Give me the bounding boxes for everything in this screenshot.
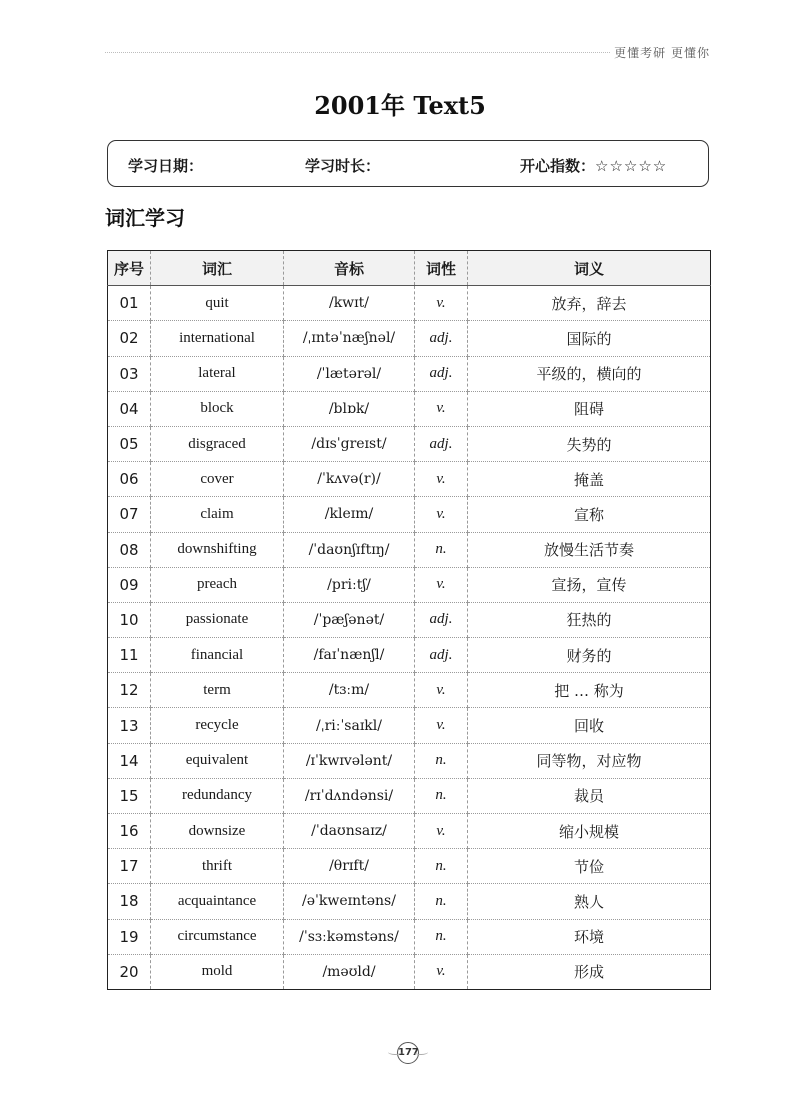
row-index: 07	[108, 497, 151, 532]
row-meaning: 缩小规模	[468, 814, 711, 849]
row-index: 02	[108, 321, 151, 356]
row-phonetic: /ˈdaʊnsaɪz/	[284, 814, 415, 849]
row-pos: v.	[415, 286, 468, 321]
study-duration-label: 学习时长：	[305, 157, 381, 175]
row-phonetic: /ˈkʌvə(r)/	[284, 462, 415, 497]
row-pos: n.	[415, 884, 468, 919]
study-info-box	[107, 140, 709, 187]
row-meaning: 失势的	[468, 426, 711, 461]
row-pos: v.	[415, 497, 468, 532]
row-phonetic: /əˈkweɪntəns/	[284, 884, 415, 919]
table-row	[108, 884, 711, 919]
row-index: 10	[108, 602, 151, 637]
row-index: 20	[108, 954, 151, 989]
row-meaning: 裁员	[468, 778, 711, 813]
row-index: 16	[108, 814, 151, 849]
row-index: 03	[108, 356, 151, 391]
row-pos: n.	[415, 743, 468, 778]
row-phonetic: /rɪˈdʌndənsi/	[284, 778, 415, 813]
table-row	[108, 849, 711, 884]
table-row	[108, 602, 711, 637]
table-row	[108, 778, 711, 813]
row-word: equivalent	[151, 743, 284, 778]
table-row	[108, 708, 711, 743]
table-row	[108, 638, 711, 673]
row-pos: adj.	[415, 638, 468, 673]
row-meaning: 把 … 称为	[468, 673, 711, 708]
row-pos: v.	[415, 954, 468, 989]
row-pos: n.	[415, 849, 468, 884]
row-pos: v.	[415, 391, 468, 426]
row-word: claim	[151, 497, 284, 532]
header-meaning: 词义	[468, 251, 711, 286]
page-number-ornament-left	[388, 1049, 402, 1055]
row-phonetic: /priːtʃ/	[284, 567, 415, 602]
table-row	[108, 391, 711, 426]
row-phonetic: /tɜːm/	[284, 673, 415, 708]
row-meaning: 回收	[468, 708, 711, 743]
row-index: 05	[108, 426, 151, 461]
row-phonetic: /θrɪft/	[284, 849, 415, 884]
header-phonetic: 音标	[284, 251, 415, 286]
row-pos: v.	[415, 814, 468, 849]
row-word: downsize	[151, 814, 284, 849]
row-word: quit	[151, 286, 284, 321]
row-index: 01	[108, 286, 151, 321]
table-header-row	[108, 251, 711, 286]
star-rating[interactable]: ☆☆☆☆☆	[595, 157, 668, 175]
page-number-ornament-right	[414, 1049, 428, 1055]
row-phonetic: /kwɪt/	[284, 286, 415, 321]
row-index: 04	[108, 391, 151, 426]
table-row	[108, 567, 711, 602]
row-pos: adj.	[415, 356, 468, 391]
row-word: redundancy	[151, 778, 284, 813]
table-row	[108, 919, 711, 954]
row-pos: n.	[415, 778, 468, 813]
table-row	[108, 954, 711, 989]
row-phonetic: /kleɪm/	[284, 497, 415, 532]
row-phonetic: /ˌɪntəˈnæʃnəl/	[284, 321, 415, 356]
row-phonetic: /məʊld/	[284, 954, 415, 989]
header-divider	[105, 52, 610, 53]
header-word: 词汇	[151, 251, 284, 286]
row-meaning: 财务的	[468, 638, 711, 673]
row-phonetic: /dɪsˈgreɪst/	[284, 426, 415, 461]
table-row	[108, 673, 711, 708]
row-word: recycle	[151, 708, 284, 743]
row-index: 14	[108, 743, 151, 778]
header-index: 序号	[108, 251, 151, 286]
row-word: block	[151, 391, 284, 426]
row-index: 08	[108, 532, 151, 567]
row-meaning: 掩盖	[468, 462, 711, 497]
row-meaning: 环境	[468, 919, 711, 954]
row-word: financial	[151, 638, 284, 673]
row-word: circumstance	[151, 919, 284, 954]
row-meaning: 同等物，对应物	[468, 743, 711, 778]
table-row	[108, 356, 711, 391]
row-word: downshifting	[151, 532, 284, 567]
row-word: preach	[151, 567, 284, 602]
row-word: mold	[151, 954, 284, 989]
row-word: international	[151, 321, 284, 356]
row-meaning: 宣称	[468, 497, 711, 532]
row-index: 09	[108, 567, 151, 602]
row-word: lateral	[151, 356, 284, 391]
row-meaning: 放弃，辞去	[468, 286, 711, 321]
page-title: 2001年 Text5	[314, 91, 486, 120]
row-pos: v.	[415, 462, 468, 497]
row-word: disgraced	[151, 426, 284, 461]
page-number	[390, 1040, 426, 1062]
row-index: 19	[108, 919, 151, 954]
row-meaning: 狂热的	[468, 602, 711, 637]
row-index: 15	[108, 778, 151, 813]
table-row	[108, 321, 711, 356]
page-number-circle: 177	[397, 1042, 419, 1064]
row-index: 17	[108, 849, 151, 884]
row-pos: v.	[415, 567, 468, 602]
happiness-label: 开心指数：	[520, 157, 596, 175]
row-index: 11	[108, 638, 151, 673]
table-row	[108, 743, 711, 778]
row-phonetic: /ˈpæʃənət/	[284, 602, 415, 637]
row-index: 12	[108, 673, 151, 708]
study-date-label: 学习日期：	[128, 157, 204, 175]
row-phonetic: /ɪˈkwɪvələnt/	[284, 743, 415, 778]
row-pos: n.	[415, 532, 468, 567]
row-pos: n.	[415, 919, 468, 954]
row-word: cover	[151, 462, 284, 497]
row-word: term	[151, 673, 284, 708]
row-meaning: 节俭	[468, 849, 711, 884]
row-word: passionate	[151, 602, 284, 637]
vocabulary-table	[107, 250, 711, 990]
table-row	[108, 532, 711, 567]
row-phonetic: /faɪˈnænʃl/	[284, 638, 415, 673]
row-meaning: 熟人	[468, 884, 711, 919]
row-phonetic: /ˈdaʊnʃɪftɪŋ/	[284, 532, 415, 567]
table-row	[108, 462, 711, 497]
row-meaning: 形成	[468, 954, 711, 989]
row-pos: adj.	[415, 602, 468, 637]
section-title: 词汇学习	[105, 206, 185, 230]
row-meaning: 国际的	[468, 321, 711, 356]
row-index: 18	[108, 884, 151, 919]
header-slogan: 更懂考研 更懂你	[614, 46, 710, 60]
row-phonetic: /ˈlætərəl/	[284, 356, 415, 391]
row-pos: v.	[415, 673, 468, 708]
happiness-index	[520, 155, 667, 176]
row-word: thrift	[151, 849, 284, 884]
table-row	[108, 286, 711, 321]
row-pos: adj.	[415, 426, 468, 461]
table-row	[108, 814, 711, 849]
header-pos: 词性	[415, 251, 468, 286]
table-row	[108, 497, 711, 532]
row-phonetic: /blɒk/	[284, 391, 415, 426]
row-index: 06	[108, 462, 151, 497]
row-meaning: 放慢生活节奏	[468, 532, 711, 567]
row-phonetic: /ˌriːˈsaɪkl/	[284, 708, 415, 743]
row-meaning: 宣扬，宣传	[468, 567, 711, 602]
row-pos: adj.	[415, 321, 468, 356]
row-word: acquaintance	[151, 884, 284, 919]
row-phonetic: /ˈsɜːkəmstəns/	[284, 919, 415, 954]
table-row	[108, 426, 711, 461]
row-pos: v.	[415, 708, 468, 743]
row-meaning: 阻碍	[468, 391, 711, 426]
row-index: 13	[108, 708, 151, 743]
row-meaning: 平级的，横向的	[468, 356, 711, 391]
